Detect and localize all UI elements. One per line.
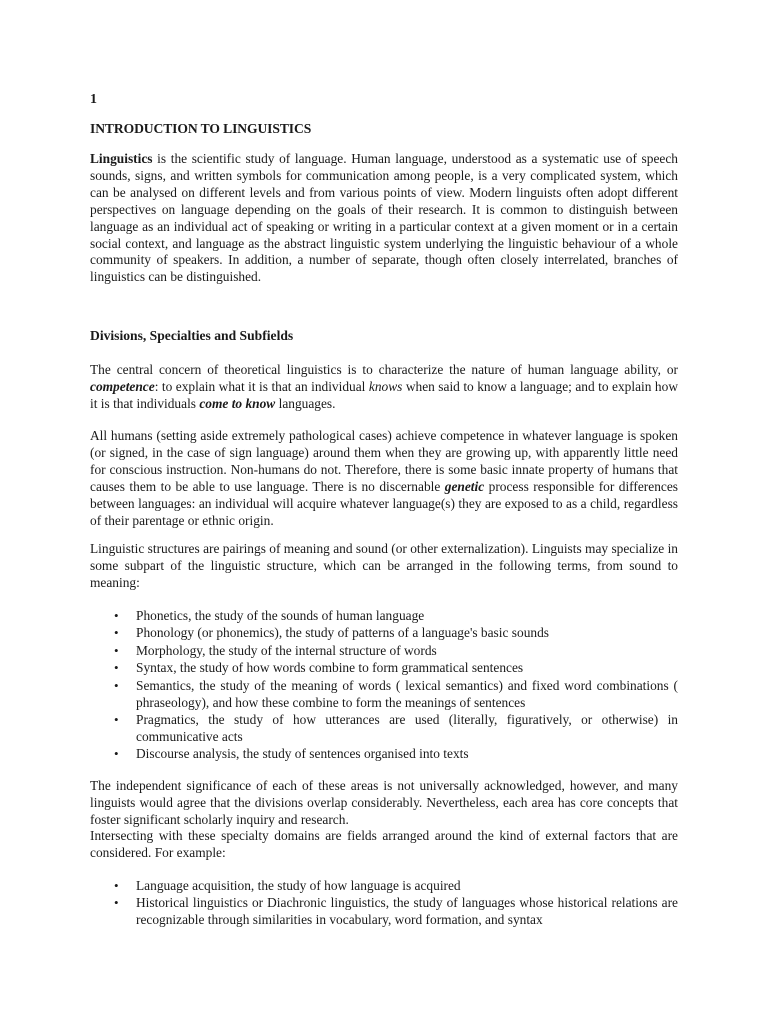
humans-text-2: process responsible for differences between languages: an individual will acquire whatever language(s) they are exposed to as a child, regardless of their parentage or ethnic origin. <box>90 478 679 528</box>
term-competence: competence <box>90 378 155 394</box>
list-item-text: Historical linguistics or Diachronic linguistics, the study of languages whose historical relations are recognizable through similarities in vocabulary, word formation, and syntax <box>136 895 678 928</box>
intro-paragraph <box>90 151 678 286</box>
term-linguistics: Linguistics <box>90 151 153 166</box>
list-item <box>90 746 678 763</box>
bullet-icon: • <box>114 895 119 911</box>
list-item-text: Syntax, the study of how words combine to form grammatical sentences <box>136 660 524 676</box>
bullet-icon: • <box>114 625 119 641</box>
section-title: Divisions, Specialties and Subfields <box>90 328 294 343</box>
list-item-text: Morphology, the study of the internal structure of words <box>136 642 437 658</box>
competence-text-2: : to explain what it is that an individual <box>154 378 369 394</box>
humans-text-1: All humans (setting aside extremely pathological cases) achieve competence in whatever language is spoken (or signed, in the case of sign language) around them when they are growing up, with apparently little need for conscious instruction. Non-humans do not. Therefore, there is some basic innate property of humans that causes them to be able to use language. There is no discernable <box>90 428 678 494</box>
bullet-icon: • <box>114 608 119 623</box>
list-item <box>90 712 678 746</box>
list-item-text: Semantics, the study of the meaning of words ( lexical semantics) and fixed word combinations ( phraseology), and how these combine to form the meanings of sentences <box>136 677 678 710</box>
list-item <box>90 878 678 895</box>
list-item <box>90 660 678 677</box>
list-item <box>90 625 678 642</box>
intro-text: is the scientific study of language. Human language, understood as a systematic use of speech sounds, signs, and written symbols for communication among people, is a very complicated system, which can be analysed on different levels and from various points of view. Modern linguists often adopt different perspectives on language depending on the goals of their research. It is common to distinguish between language as an individual act of speaking or writing in a particular context at a given moment or in a certain social context, and language as the abstract linguistic system underlying the linguistic behaviour of a whole community of speakers. In addition, a number of separate, though often closely interrelated, branches of linguistics can be distinguished. <box>90 151 678 285</box>
competence-paragraph <box>90 362 678 413</box>
list-item-text: Discourse analysis, the study of sentences organised into texts <box>136 746 469 762</box>
list-item <box>90 678 678 712</box>
bullet-icon: • <box>114 878 119 893</box>
list-item <box>90 895 678 929</box>
competence-text-3: when said to know a language; and to explain how it is that individuals <box>90 378 678 411</box>
structures-paragraph: Linguistic structures are pairings of meaning and sound (or other externalization). Linguists may specialize in some subpart of the linguistic structure, which can be arranged in the following terms, from sound to meaning: <box>90 541 678 590</box>
bullet-icon: • <box>114 642 119 658</box>
term-knows: knows <box>368 378 403 394</box>
competence-text-1: The central concern of theoretical linguistics is to characterize the nature of human language ability, or <box>90 362 678 377</box>
bullet-icon: • <box>114 711 119 727</box>
significance-paragraph: The independent significance of each of these areas is not universally acknowledged, however, and many linguists would agree that the divisions overlap considerably. Nevertheless, each area has core concepts that foster significant scholarly inquiry and research. <box>90 778 678 827</box>
list-item-text: Pragmatics, the study of how utterances are used (literally, figuratively, or otherwise) in communicative acts <box>136 711 678 744</box>
chapter-number: 1 <box>90 92 97 107</box>
chapter-title: INTRODUCTION TO LINGUISTICS <box>90 121 312 136</box>
list-item-text: Phonology (or phonemics), the study of patterns of a language's basic sounds <box>136 625 549 641</box>
intersecting-paragraph: Intersecting with these specialty domains are fields arranged around the kind of external factors that are considered. For example: <box>90 828 678 860</box>
humans-paragraph <box>90 428 678 529</box>
bullet-icon: • <box>114 677 119 693</box>
list-item <box>90 643 678 660</box>
bullet-icon: • <box>114 660 119 676</box>
competence-text-4: languages. <box>275 395 336 411</box>
list-item-text: Phonetics, the study of the sounds of human language <box>136 608 425 623</box>
list-item-text: Language acquisition, the study of how language is acquired <box>136 878 461 893</box>
list-item <box>90 608 678 625</box>
term-come-to-know: come to know <box>199 395 276 411</box>
bullet-icon: • <box>114 746 119 762</box>
external-fields-list <box>90 878 678 930</box>
document-page <box>90 0 678 1024</box>
subfields-list <box>90 608 678 764</box>
term-genetic: genetic <box>444 478 485 494</box>
